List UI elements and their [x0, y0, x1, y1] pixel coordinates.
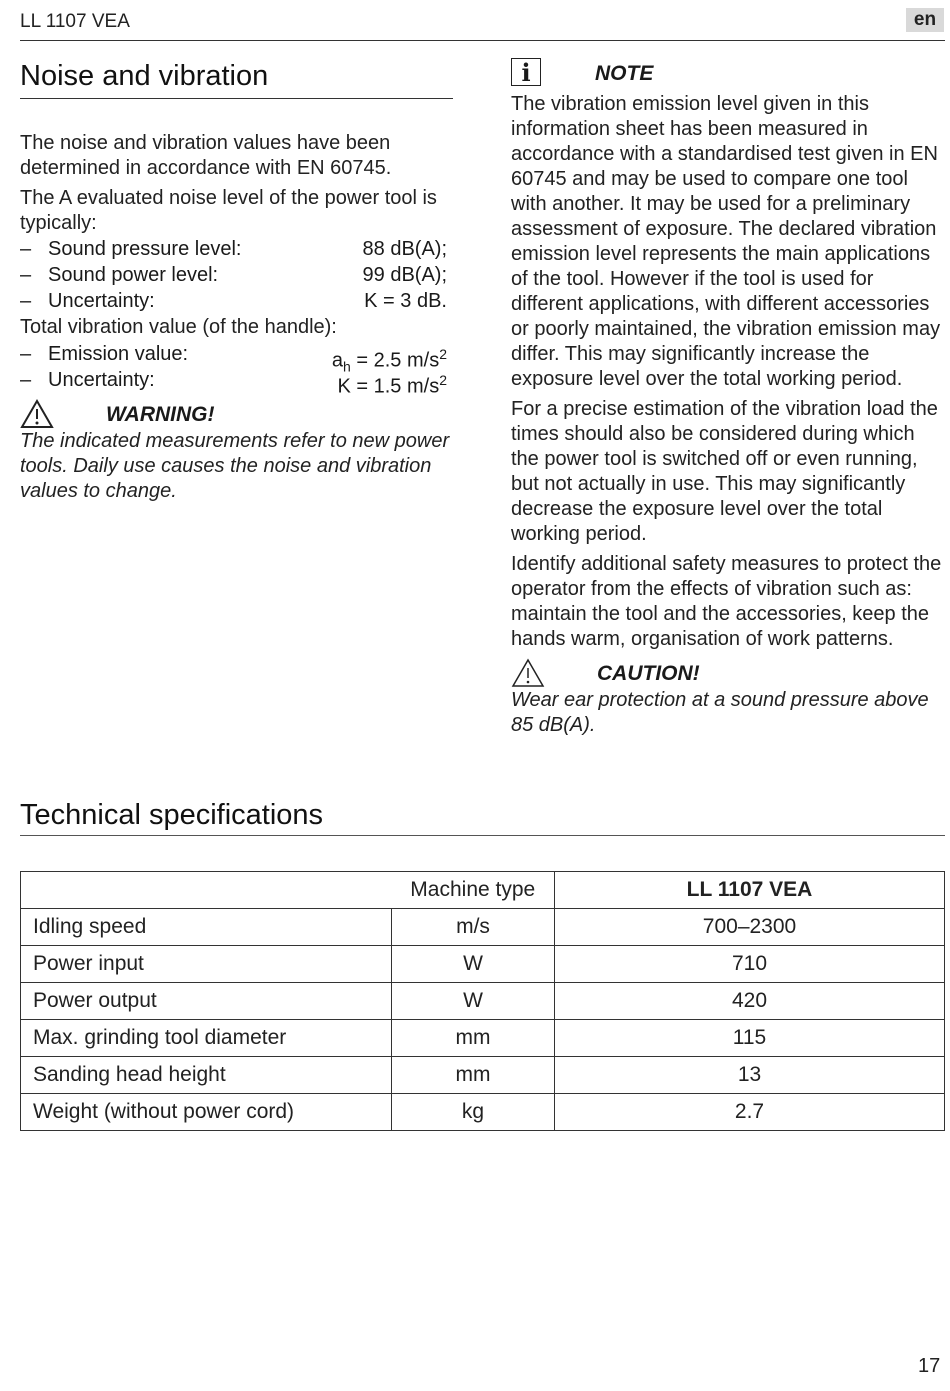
uncertainty-value	[337, 367, 447, 400]
unit-cell: W	[392, 946, 555, 983]
intro-paragraph: The noise and vibration values have been determined in accordance with EN 60745.	[20, 132, 392, 179]
row-label: Sound pressure level:	[48, 238, 242, 260]
vibration-title: Total vibration value (of the handle):	[20, 316, 337, 338]
param-cell: Power input	[21, 946, 392, 983]
section-heading-technical: Technical specifications	[20, 799, 324, 831]
row-value: 88 dB(A);	[362, 238, 447, 260]
row-label: Uncertainty:	[48, 290, 155, 312]
document-model-title: LL 1107 VEA	[20, 11, 130, 32]
emission-row	[20, 341, 453, 375]
list-dash: –	[20, 290, 32, 312]
unit-cell: mm	[392, 1020, 555, 1057]
caution-header	[511, 658, 947, 688]
page-number: 17	[918, 1355, 941, 1377]
list-dash: –	[20, 264, 32, 286]
param-cell: Idling speed	[21, 909, 392, 946]
list-dash: –	[20, 369, 32, 391]
caution-text: Wear ear protection at a sound pressure above 85 dB(A).	[511, 689, 929, 736]
value-cell: 710	[555, 946, 945, 983]
param-cell: Max. grinding tool diameter	[21, 1020, 392, 1057]
superscript-2: 2	[439, 372, 447, 388]
header-rule	[20, 40, 945, 41]
table-row	[21, 1094, 945, 1131]
vibration-uncertainty-row	[20, 367, 453, 398]
typical-paragraph: The A evaluated noise level of the power tool is typically:	[20, 187, 437, 234]
unit-cell: W	[392, 983, 555, 1020]
table-row	[21, 1057, 945, 1094]
row-value: K = 3 dB.	[364, 290, 447, 312]
section-rule	[20, 835, 945, 836]
table-row	[21, 983, 945, 1020]
language-badge: en	[906, 8, 944, 32]
caution-title: CAUTION!	[597, 662, 700, 685]
emission-number: = 2.5 m/s	[350, 349, 440, 372]
note-title: NOTE	[595, 62, 654, 85]
table-row	[21, 909, 945, 946]
table-header-row	[21, 872, 945, 909]
param-cell: Sanding head height	[21, 1057, 392, 1094]
noise-vibration-section	[20, 58, 453, 509]
list-dash: –	[20, 238, 32, 260]
header-empty-cell	[21, 872, 392, 909]
header-machine-type: Machine type	[392, 872, 555, 909]
noise-row	[20, 236, 453, 262]
warning-header	[20, 399, 453, 429]
warning-title: WARNING!	[106, 403, 215, 426]
caution-triangle-icon	[511, 658, 545, 688]
row-label: Uncertainty:	[48, 369, 155, 391]
list-dash: –	[20, 343, 32, 365]
note-paragraph-2: For a precise estimation of the vibration load the times should also be considered during which the power tool is switched off or even running, but not actually in use. This may significantly decrease the exposure level over the total working period.	[511, 398, 938, 545]
note-paragraph-1: The vibration emission level given in this information sheet has been measured in accordance with a standardised test given in EN 60745 and may be used to compare one tool with another. It may be used for a preliminary assessment of exposure. The declared vibration emission level represents the main applications of the tool. However if the tool is used for different applications, with different accessories or poorly maintained, the vibration emission may differ. This may significantly increase the exposure level over the total working period.	[511, 93, 941, 390]
spec-table	[20, 871, 945, 1131]
noise-row	[20, 288, 453, 314]
param-cell: Power output	[21, 983, 392, 1020]
row-label: Sound power level:	[48, 264, 219, 286]
unit-cell: mm	[392, 1057, 555, 1094]
table-row	[21, 1020, 945, 1057]
section-heading-noise: Noise and vibration	[20, 60, 269, 92]
header-model: LL 1107 VEA	[555, 872, 945, 909]
note-paragraph-3: Identify additional safety measures to protect the operator from the effects of vibration such as: maintain the tool and the accessories, keep the hands warm, organisation of work patterns.	[511, 553, 942, 650]
unit-cell: m/s	[392, 909, 555, 946]
value-cell: 700–2300	[555, 909, 945, 946]
value-cell: 2.7	[555, 1094, 945, 1131]
row-label: Emission value:	[48, 343, 189, 365]
value-cell: 420	[555, 983, 945, 1020]
section-rule	[20, 98, 453, 99]
note-section	[511, 58, 947, 743]
note-header	[511, 58, 947, 92]
noise-row	[20, 262, 453, 288]
param-cell: Weight (without power cord)	[21, 1094, 392, 1131]
subscript-h: h	[343, 358, 351, 375]
unit-cell: kg	[392, 1094, 555, 1131]
warning-text: The indicated measurements refer to new power tools. Daily use causes the noise and vibration values to change.	[20, 430, 450, 502]
warning-triangle-icon	[20, 399, 54, 429]
symbol-a: a	[331, 349, 344, 372]
info-icon: i	[511, 58, 541, 86]
value-cell: 115	[555, 1020, 945, 1057]
uncertainty-number: K = 1.5 m/s	[337, 375, 440, 398]
value-cell: 13	[555, 1057, 945, 1094]
row-value: 99 dB(A);	[362, 264, 447, 286]
table-row	[21, 946, 945, 983]
superscript-2: 2	[439, 346, 447, 362]
